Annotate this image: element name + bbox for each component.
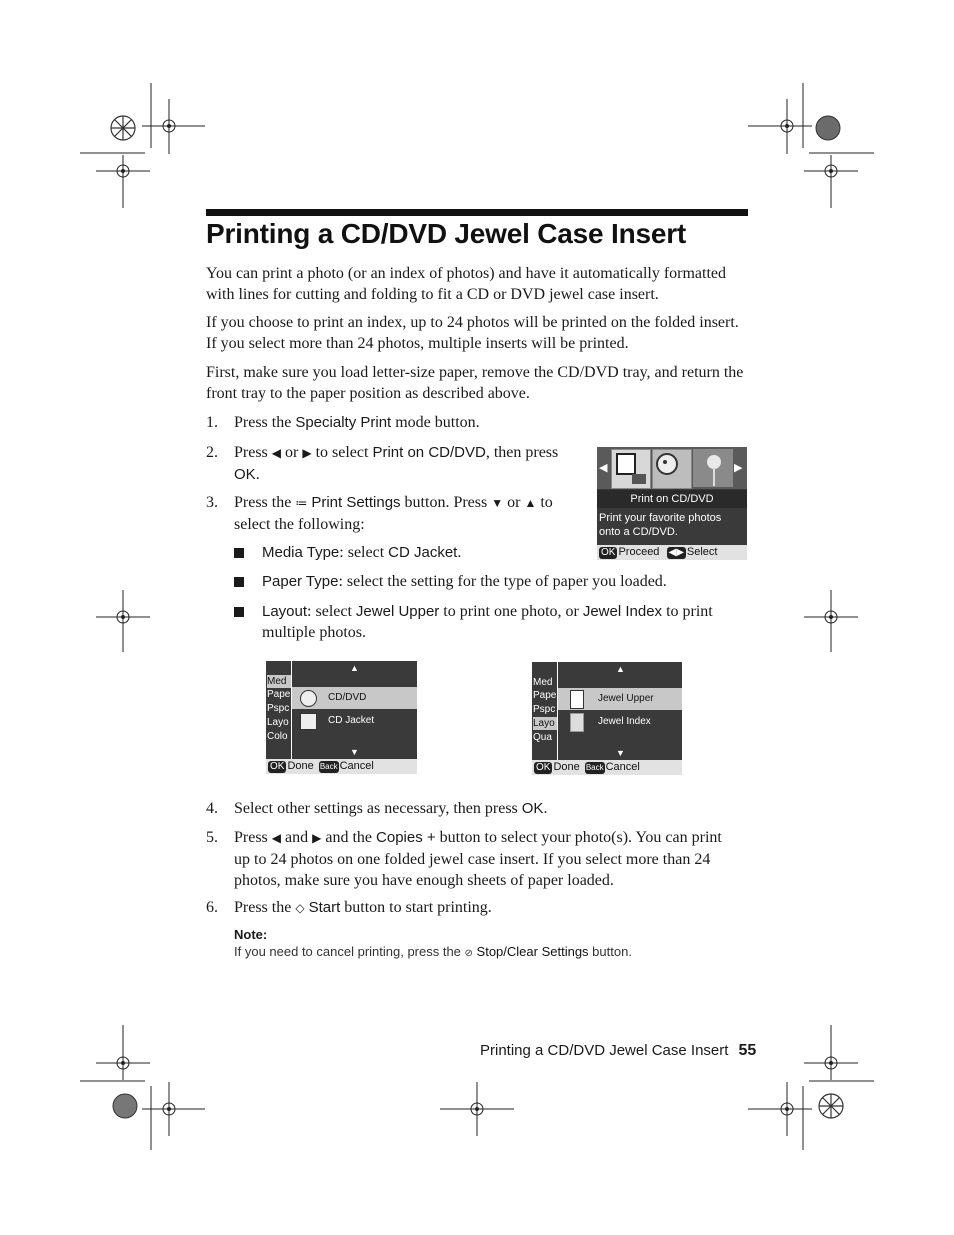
lcd-button-bar: OK Proceed ◀▶ Select (597, 545, 747, 560)
scroll-down-icon: ▼ (616, 748, 625, 758)
lcd-button-bar: OK Done Back Cancel (532, 760, 682, 775)
ok-label: OK (234, 466, 256, 483)
page-title: Printing a CD/DVD Jewel Case Insert (206, 218, 687, 249)
bullet-square (234, 548, 244, 558)
step-2: 2. Press ◀ or ▶ to select Print on CD/DVD, then press OK. (206, 444, 559, 483)
down-arrow-icon: ▼ (491, 496, 504, 510)
page-number: 55 (738, 1042, 757, 1059)
lcd-description-2: onto a CD/DVD. (599, 526, 678, 538)
back-button-icon: Back (585, 763, 604, 772)
left-arrow-icon: ◀ (271, 446, 282, 460)
page-footer (480, 1042, 756, 1060)
cd-print-icon (652, 449, 692, 489)
scroll-up-icon: ▲ (616, 664, 625, 674)
flower-photo-icon (693, 449, 733, 487)
option-cd-jacket: CD Jacket (292, 710, 417, 732)
print-on-cd-label: Print on CD/DVD (372, 444, 486, 461)
scroll-up-icon: ▲ (350, 663, 359, 673)
option-jewel-upper: Jewel Upper (558, 688, 682, 710)
left-arrow-icon: ◀ (271, 831, 282, 845)
bullet-layout: Layout: select Jewel Upper to print one photo, or Jewel Index to print multiple photos. (234, 601, 749, 643)
intro-paragraph-1: You can print a photo (or an index of photos) and have it automatically formatted with lines for cutting and folding to fit a CD or DVD jewel case insert. (206, 265, 727, 303)
right-arrow-icon: ▶ (302, 446, 312, 460)
bullet-media-type: Media Type: select CD Jacket. (234, 542, 594, 563)
heading-rule (206, 209, 748, 216)
stop-icon: ⊘ (464, 948, 473, 959)
option-cd-dvd: CD/DVD (292, 687, 417, 709)
jewel-index-icon (570, 713, 584, 732)
note-body: If you need to cancel printing, press the ⊘ Stop/Clear Settings button. (234, 944, 632, 959)
step-3: 3. Press the ≔ Print Settings button. Press ▼ or ▲ to select the following: (206, 494, 553, 533)
jewel-upper-icon (570, 690, 584, 709)
cd-icon (300, 690, 317, 707)
ok-button-icon: OK (270, 761, 285, 772)
step-4: 4. Select other settings as necessary, then press OK. (206, 800, 548, 817)
bullet-paper-type: Paper Type: select the setting for the type of paper you loaded. (234, 571, 749, 592)
bullet-square (234, 607, 244, 617)
lcd-side-menu: Med Pape Pspc Layo Colo (266, 661, 291, 759)
right-arrow-icon: ▶ (312, 831, 322, 845)
lcd-title: Print on CD/DVD (597, 490, 747, 508)
print-settings-label: Print Settings (311, 494, 401, 511)
intro-paragraph-3: First, make sure you load letter-size paper, remove the CD/DVD tray, and return the front tray to the paper position as described above. (206, 364, 744, 402)
note-heading: Note: (234, 927, 268, 942)
scroll-down-icon: ▼ (350, 747, 359, 757)
start-diamond-icon: ◇ (295, 901, 305, 915)
ok-button-icon: OK (601, 547, 616, 558)
left-right-arrows-icon: ◀▶ (668, 547, 684, 558)
lcd-print-on-cd-screen (597, 447, 747, 560)
step-6: 6. Press the ◇ Start button to start printing. (206, 899, 492, 916)
lcd-layout-screen (532, 662, 682, 775)
jacket-icon (300, 713, 317, 730)
ok-button-icon: OK (536, 762, 551, 773)
lcd-button-bar: OK Done Back Cancel (266, 759, 417, 774)
back-button-icon: Back (319, 762, 338, 771)
left-arrow-icon: ◀ (599, 462, 608, 474)
lcd-description-1: Print your favorite photos (599, 512, 722, 524)
right-arrow-icon: ▶ (734, 462, 743, 474)
up-arrow-icon: ▲ (524, 496, 537, 510)
step-1: 1. Press the Specialty Print mode button. (206, 414, 480, 431)
bullet-square (234, 577, 244, 587)
lcd-media-type-screen (266, 661, 417, 774)
option-jewel-index: Jewel Index (558, 711, 682, 733)
specialty-print-label: Specialty Print (295, 414, 392, 431)
footer-title: Printing a CD/DVD Jewel Case Insert (480, 1042, 729, 1059)
lcd-side-menu: Med Pape Pspc Layo Qua (532, 662, 557, 760)
specialty-mode-icon (611, 449, 651, 489)
settings-list-icon: ≔ (295, 496, 308, 510)
step-5: 5. Press ◀ and ▶ and the Copies + button to select your photo(s). You can print up to 24 photos on one folded jewel case insert. If you select more than 24 photos, make sure you have enough sheets of paper loaded. (206, 829, 722, 889)
intro-paragraph-2: If you choose to print an index, up to 24 photos will be printed on the folded insert. If you select more than 24 photos, multiple inserts will be printed. (206, 314, 739, 352)
